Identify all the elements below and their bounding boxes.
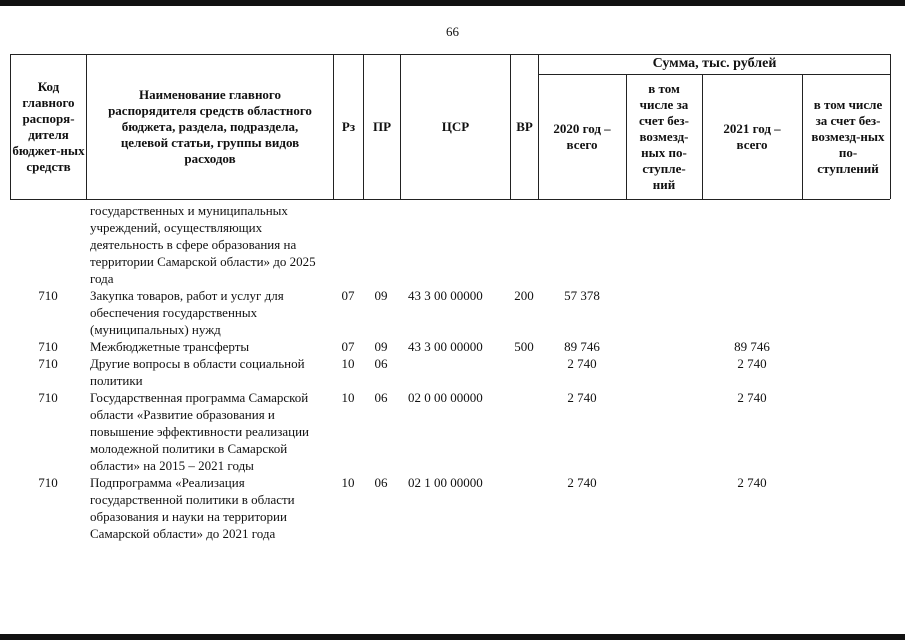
header-vr: ВР [516,118,533,134]
row-kod: 710 [38,356,58,371]
table-header [10,54,890,199]
row-sum-2021: 2 740 [737,475,767,490]
table-row [10,338,890,355]
row-sum-2021: 89 746 [734,339,770,354]
row-csr: 43 3 00 00000 [408,339,483,354]
row-kod: 710 [38,390,58,405]
row-name: Закупка товаров, работ и услуг для обеспечения государственных (муниципальных) нужд [90,288,284,337]
bottom-border [0,634,905,640]
row-sum-2021: 2 740 [737,390,767,405]
table-body [10,202,890,542]
row-rz: 10 [341,356,355,371]
header-name: Наименование главного распорядителя средств областного бюджета, раздела, подраздела, целевой статьи, группы видов расходов [108,86,312,166]
header-rz: Рз [341,118,356,134]
table-row [10,202,890,287]
row-csr: 02 0 00 00000 [408,390,483,405]
row-kod: 710 [38,288,58,303]
row-sum-2020: 2 740 [567,475,597,490]
row-rz: 07 [341,339,355,354]
row-sum-2021: 2 740 [737,356,767,371]
row-name: государственных и муниципальных учреждений, осуществляющих деятельность в сфере образования на территории Самарской области» до 2025 года [90,203,316,286]
header-2020-free: в том числе за счет без-возмезд-ных по-ступле-ний [639,81,689,192]
header-2020-total: 2020 год – всего [553,121,611,152]
row-name: Другие вопросы в области социальной политики [90,356,305,388]
table-row [10,287,890,338]
row-rz: 10 [341,390,355,405]
row-pr: 09 [374,339,388,354]
row-kod: 710 [38,475,58,490]
header-csr: ЦСР [441,118,470,134]
page-number: 66 [446,24,459,39]
row-rz: 07 [341,288,355,303]
row-kod: 710 [38,339,58,354]
header-kod: Код главного распоря-дителя бюджет-ных средств [12,78,85,174]
row-vr: 200 [514,288,534,303]
row-pr: 06 [374,356,388,371]
row-pr: 09 [374,288,388,303]
header-2021-total: 2021 год – всего [723,121,781,152]
row-sum-2020: 2 740 [567,390,597,405]
row-pr: 06 [374,475,388,490]
top-border [0,0,905,6]
row-pr: 06 [374,390,388,405]
row-name: Государственная программа Самарской области «Развитие образования и повышение эффективности реализации молодежной политики в Самарской области» на 2015 – 2021 годы [90,390,309,473]
header-pr: ПР [372,118,392,134]
row-name: Межбюджетные трансферты [90,339,250,354]
table-row [10,474,890,542]
row-sum-2020: 89 746 [564,339,600,354]
row-sum-2020: 2 740 [567,356,597,371]
table-row [10,355,890,389]
row-name: Подпрограмма «Реализация государственной политики в области образования и науки на территории Самарской области» до 2021 года [90,475,295,541]
row-sum-2020: 57 378 [564,288,600,303]
header-summa: Сумма, тыс. рублей [652,56,777,71]
row-csr: 43 3 00 00000 [408,288,483,303]
row-rz: 10 [341,475,355,490]
row-vr: 500 [514,339,534,354]
header-2021-free: в том числе за счет без-возмезд-ных по-ступлений [811,97,885,176]
row-csr: 02 1 00 00000 [408,475,483,490]
table-row [10,389,890,474]
